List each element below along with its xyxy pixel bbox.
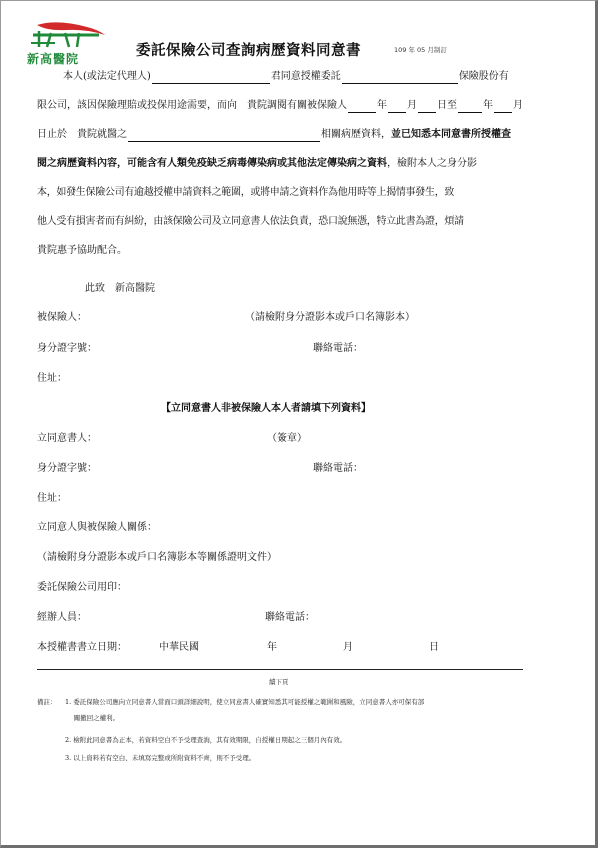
text: 月 (407, 100, 417, 111)
consenter-id-label: 身分證字號： (37, 463, 97, 474)
insurer-name-blank[interactable] (342, 72, 458, 84)
notes-label: 備註： (37, 698, 57, 706)
note-1-continued: 關撤回之權利。 (65, 714, 120, 722)
text: 日至 (437, 100, 457, 111)
hospital-logo (27, 21, 107, 65)
hospital-logo-icon (27, 21, 107, 51)
start-month-blank[interactable] (388, 101, 406, 113)
text: 年 (483, 100, 493, 111)
text: 日止於 貴院就醫之 (37, 129, 127, 140)
handler-phone-label: 聯絡電話： (265, 612, 315, 623)
text: 本人(或法定代理人) (63, 71, 151, 82)
paragraph-line-2 (37, 99, 523, 113)
text: 保險股份有 (458, 71, 509, 82)
insured-id-label: 身分證字號： (37, 343, 97, 354)
salutation: 此致 新高醫院 (85, 283, 155, 294)
note-1: 1. 委託保險公司應向立同意書人當面口頭詳細說明，使立同意書人確實知悉其可能授權之範圍和風險，立同意書人亦可保有部 (65, 698, 425, 706)
consenter-phone-label: 聯絡電話： (313, 463, 363, 474)
insured-name-blank[interactable] (348, 101, 376, 113)
consenter-label: 立同意書人： (37, 433, 97, 444)
note-2: 2. 檢附此同意書為正本，若資料空白不予受理查詢，其有效期限，自授權日期起之三個月內有效。 (65, 736, 347, 744)
paragraph-line-3 (37, 128, 511, 142)
paragraph-line-5: 本，如發生保險公司有逾越授權申請資料之範圍，或將申請之資料作為他用時等上揭情事發生，致 (37, 187, 455, 198)
company-seal-label: 委託保險公司用印： (37, 582, 127, 593)
date-label: 本授權書書立日期： (37, 642, 127, 653)
date-year: 年 (267, 642, 277, 653)
bold-text: 閱之病歷資料內容，可能含有人類免疫缺乏病毒傳染病或其他法定傳染病之資料 (37, 158, 387, 169)
text: ，檢附本人之身分影 (387, 158, 477, 169)
relation-note: （請檢附身分證影本或戶口名簿影本等關係證明文件） (37, 552, 277, 563)
start-day-blank[interactable] (418, 101, 436, 113)
insured-phone-label: 聯絡電話： (313, 343, 363, 354)
agent-name-blank[interactable] (152, 72, 270, 84)
text: 君同意授權委託 (270, 71, 341, 82)
insured-note: （請檢附身分證影本或戶口名簿影本） (245, 312, 415, 323)
records-blank[interactable] (128, 130, 320, 142)
relation-label: 立同意人與被保險人關係： (37, 522, 157, 533)
text: 相關病歷資料， (321, 129, 391, 140)
paragraph-line-1 (63, 70, 509, 84)
hospital-name: 新高醫院 (27, 52, 80, 66)
revision-date: 109 年 05 月制訂 (394, 46, 447, 54)
end-year-blank[interactable] (458, 101, 482, 113)
paragraph-line-7: 貴院惠予協助配合。 (37, 245, 127, 256)
date-era: 中華民國 (159, 642, 199, 653)
insured-label: 被保險人： (37, 312, 87, 323)
divider (37, 669, 523, 670)
section-heading: 【立同意書人非被保險人本人者請填下列資料】 (161, 403, 371, 414)
text: 年 (377, 100, 387, 111)
consenter-address-label: 住址： (37, 493, 67, 504)
note-3: 3. 以上資料若有空白、未填寫完整或所附資料不齊，則不予受理。 (65, 754, 256, 762)
continued-label: 續下頁 (269, 678, 289, 686)
text: 限公司，該因保險理賠或投保用途需要，而向 貴院調閱有關被保險人 (37, 100, 347, 111)
text: 月 (513, 100, 523, 111)
seal-label: （簽章） (267, 433, 307, 444)
date-day: 日 (429, 642, 439, 653)
bold-text: 並已知悉本同意書所授權查 (391, 129, 511, 140)
date-month: 月 (343, 642, 353, 653)
paragraph-line-4 (37, 157, 477, 171)
paragraph-line-6: 他人受有損害者而有糾紛，由該保險公司及立同意書人依法負責，恐口說無憑，特立此書為證，煩請 (37, 216, 464, 227)
insured-address-label: 住址： (37, 373, 67, 384)
end-month-blank[interactable] (494, 101, 512, 113)
page-title: 委託保險公司查詢病歷資料同意書 (136, 42, 361, 59)
handler-label: 經辦人員： (37, 612, 87, 623)
